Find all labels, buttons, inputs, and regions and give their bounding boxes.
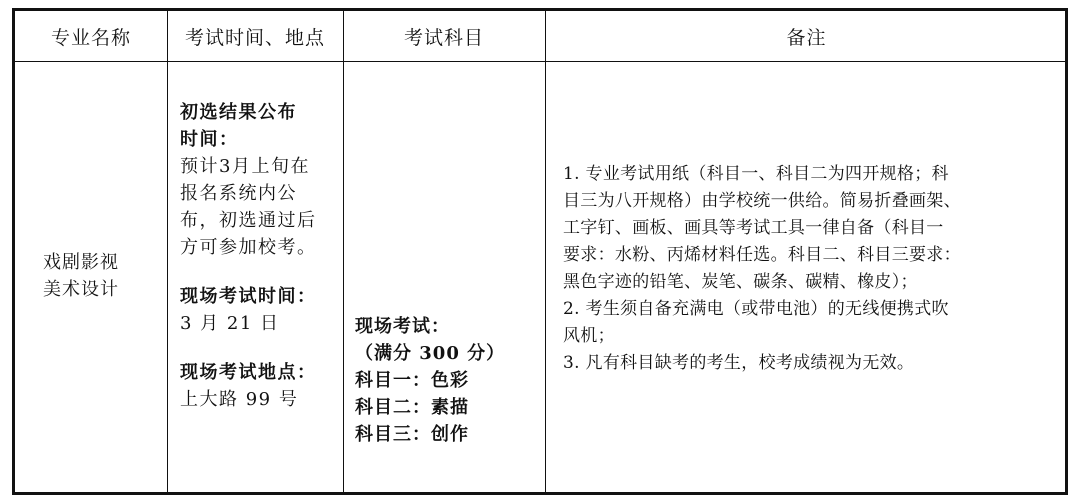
subjects-cell (355, 313, 540, 448)
subject-item: 科目一：色彩 (355, 370, 469, 391)
header-time-place: 考试时间、地点 (184, 26, 325, 49)
column-divider (545, 11, 546, 492)
exam-score: （满分 300 分） (355, 343, 506, 364)
major-line: 美术设计 (43, 279, 119, 300)
column-divider (167, 11, 168, 492)
remark-line: 要求：水粉、丙烯材料任选。科目二、科目三要求： (563, 245, 961, 265)
remark-line: 工字钉、画板、画具等考试工具一律自备（科目一 (563, 218, 944, 238)
exam-title: 现场考试： (355, 316, 450, 337)
header-remarks: 备注 (786, 26, 827, 49)
prelim-body-line: 方可参加校考。 (180, 237, 317, 258)
remark-line: 3. 凡有科目缺考的考生，校考成绩视为无效。 (563, 353, 915, 373)
remark-line: 目三为八开规格）由学校统一供给。简易折叠画架、 (563, 191, 961, 211)
time-place-cell (180, 99, 340, 413)
prelim-body-line: 预计3月上旬在 (180, 156, 310, 177)
remark-line: 1. 专业考试用纸（科目一、科目二为四开规格；科 (563, 164, 949, 184)
exam-info-table (12, 8, 1068, 495)
subject-item: 科目三：创作 (355, 424, 469, 445)
major-line: 戏剧影视 (43, 252, 119, 273)
column-divider (343, 11, 344, 492)
subject-item: 科目二：素描 (355, 397, 469, 418)
remark-line: 黑色字迹的铅笔、炭笔、碳条、碳精、橡皮）； (563, 272, 918, 292)
onsite-place-value: 上大路 99 号 (180, 389, 299, 410)
major-name (43, 249, 119, 303)
prelim-title: 初选结果公布 (180, 102, 297, 123)
prelim-body-line: 报名系统内公 (180, 183, 297, 204)
remark-line: 风机； (563, 326, 615, 346)
onsite-time-value: 3 月 21 日 (180, 313, 280, 334)
prelim-title: 时间： (180, 129, 239, 150)
header-major: 专业名称 (50, 26, 131, 49)
onsite-place-title: 现场考试地点： (180, 362, 317, 383)
remark-line: 2. 考生须自备充满电（或带电池）的无线便携式吹 (563, 299, 949, 319)
header-subjects: 考试科目 (403, 26, 484, 49)
remarks-cell (563, 161, 1063, 377)
header-divider (15, 61, 1065, 62)
prelim-body-line: 布，初选通过后 (180, 210, 317, 231)
onsite-time-title: 现场考试时间： (180, 286, 317, 307)
